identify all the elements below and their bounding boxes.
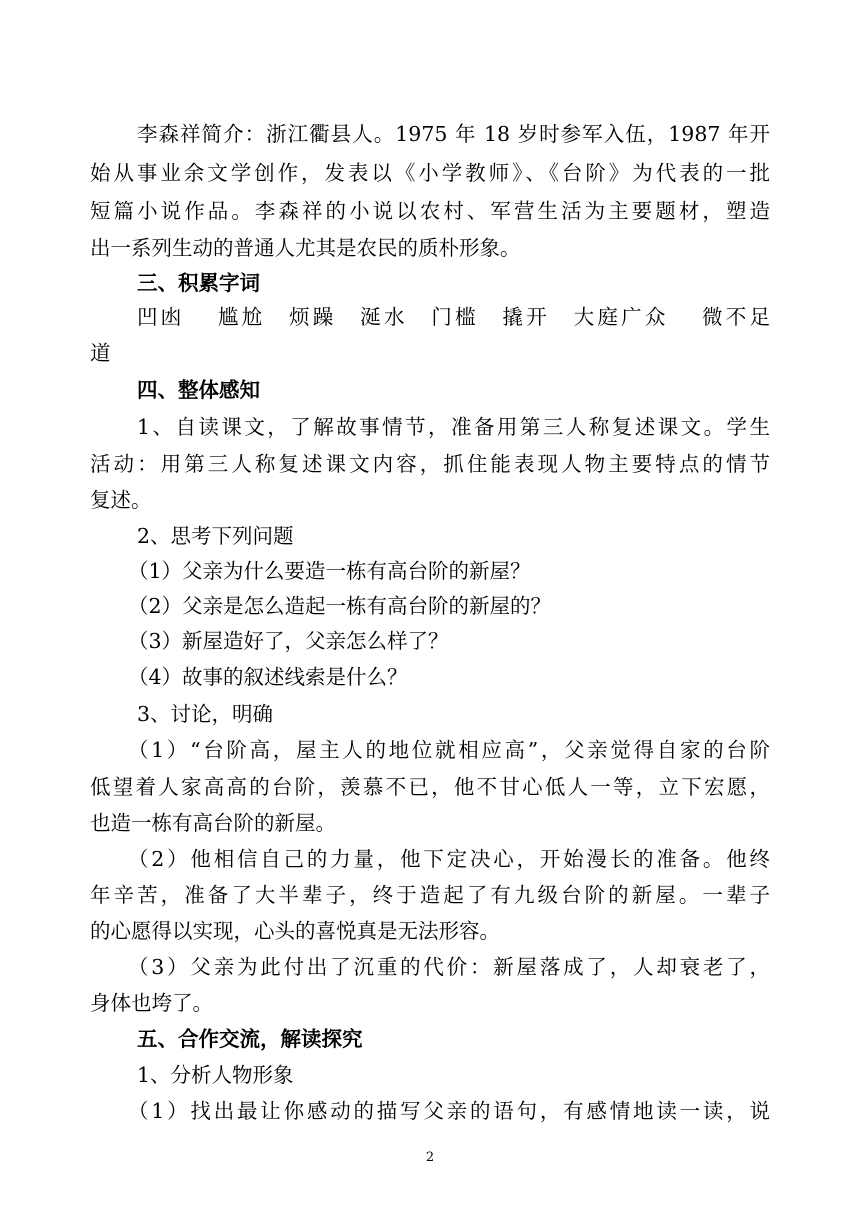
paragraph-line: 1、自读课文，了解故事情节，准备用第三人称复述课文。学生 bbox=[137, 415, 770, 439]
paragraph-line: 身体也垮了。 bbox=[90, 991, 213, 1015]
paragraph-line: （2）他相信自己的力量，他下定决心，开始漫长的准备。他终 bbox=[128, 847, 770, 871]
paragraph-line: 的心愿得以实现，心头的喜悦真是无法形容。 bbox=[90, 919, 500, 943]
paragraph-line: 1、分析人物形象 bbox=[137, 1063, 294, 1087]
paragraph-line: 出一系列生动的普通人尤其是农民的质朴形象。 bbox=[90, 236, 521, 260]
paragraph-line: 也造一栋有高台阶的新屋。 bbox=[90, 811, 336, 835]
question-line: （2）父亲是怎么造起一栋有高台阶的新屋的？ bbox=[128, 594, 552, 618]
page-number: 2 bbox=[425, 1150, 435, 1165]
paragraph-line: （3）父亲为此付出了沉重的代价：新屋落成了，人却衰老了， bbox=[128, 955, 770, 979]
question-line: （1）父亲为什么要造一栋有高台阶的新屋？ bbox=[128, 559, 531, 583]
section-heading: 三、积累字词 bbox=[137, 271, 260, 295]
question-line: （4）故事的叙述线索是什么？ bbox=[128, 665, 408, 689]
paragraph-line: 2、思考下列问题 bbox=[137, 524, 294, 548]
paragraph-line: 李森祥简介：浙江衢县人。1975 年 18 岁时参军入伍，1987 年开 bbox=[137, 122, 770, 146]
paragraph-line: 短篇小说作品。李森祥的小说以农村、军营生活为主要题材，塑造 bbox=[90, 199, 770, 223]
paragraph-line: 年辛苦，准备了大半辈子，终于造起了有九级台阶的新屋。一辈子 bbox=[90, 883, 770, 907]
vocabulary-line: 道 bbox=[90, 341, 111, 365]
section-heading: 四、整体感知 bbox=[137, 378, 260, 402]
vocabulary-line: 凹凼 尴尬 烦躁 涎水 门槛 撬开 大庭广众 微不足 bbox=[137, 305, 770, 329]
paragraph-line: 活动：用第三人称复述课文内容，抓住能表现人物主要特点的情节 bbox=[90, 452, 770, 476]
question-line: （3）新屋造好了，父亲怎么样了？ bbox=[128, 629, 449, 653]
paragraph-line: 低望着人家高高的台阶，羡慕不已，他不甘心低人一等，立下宏愿， bbox=[90, 775, 770, 799]
paragraph-line: 始从事业余文学创作，发表以《小学教师》、《台阶》为代表的一批 bbox=[90, 161, 770, 185]
paragraph-line: （1）“台阶高，屋主人的地位就相应高”，父亲觉得自家的台阶 bbox=[128, 738, 770, 762]
section-heading: 五、合作交流，解读探究 bbox=[137, 1027, 363, 1051]
paragraph-line: 3、讨论，明确 bbox=[137, 702, 274, 726]
paragraph-line: （1）找出最让你感动的描写父亲的语句，有感情地读一读，说 bbox=[128, 1099, 770, 1123]
paragraph-line: 复述。 bbox=[90, 488, 152, 512]
